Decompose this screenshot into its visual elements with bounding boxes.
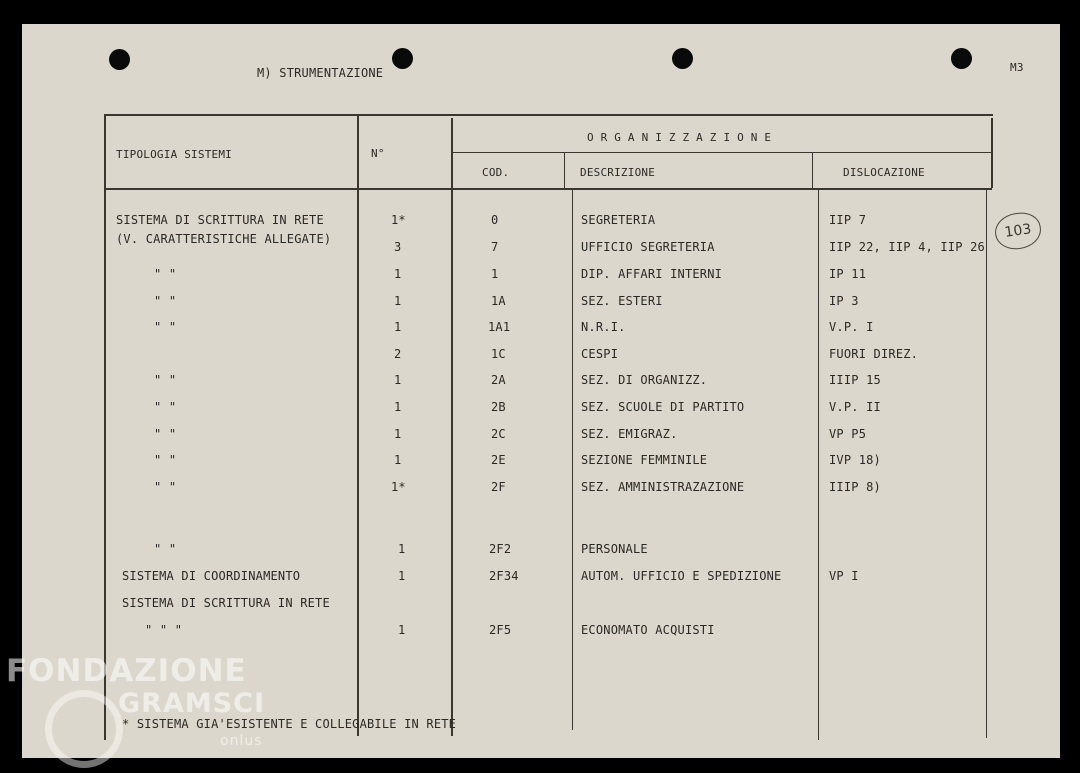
cell-dislocazione: FUORI DIREZ. — [829, 347, 919, 361]
cell-descrizione: UFFICIO SEGRETERIA — [581, 240, 715, 254]
cell-n: 1* — [391, 480, 406, 494]
column-divider-descrizione-body — [818, 190, 819, 740]
table-border-top — [104, 114, 993, 116]
cell-descrizione: SEZ. SCUOLE DI PARTITO — [581, 400, 745, 414]
table-border-left — [104, 114, 106, 740]
cell-descrizione: SEZ. EMIGRAZ. — [581, 427, 678, 441]
cell-cod: 2F — [491, 480, 506, 494]
page-code: M3 — [1010, 61, 1024, 74]
cell-descrizione: SEZIONE FEMMINILE — [581, 453, 708, 467]
header-divider-main — [105, 188, 992, 190]
cell-cod: 0 — [491, 213, 499, 227]
cell-dislocazione: V.P. I — [829, 320, 874, 334]
cell-n: 1 — [394, 267, 402, 281]
cell-cod: 1 — [491, 267, 499, 281]
cell-tipologia: (V. CARATTERISTICHE ALLEGATE) — [116, 232, 332, 246]
column-divider-cod-body — [572, 190, 573, 730]
header-divider-org — [451, 152, 992, 153]
cell-descrizione: N.R.I. — [581, 320, 626, 334]
cell-cod: 2F5 — [489, 623, 512, 637]
cell-tipologia: SISTEMA DI SCRITTURA IN RETE — [122, 596, 330, 610]
cell-tipologia: " " — [154, 373, 177, 387]
cell-n: 1 — [394, 373, 402, 387]
cell-tipologia: " " — [154, 427, 177, 441]
cell-dislocazione: IIIP 15 — [829, 373, 881, 387]
header-cod: COD. — [482, 166, 510, 179]
cell-descrizione: AUTOM. UFFICIO E SPEDIZIONE — [581, 569, 782, 583]
table-border-right — [991, 118, 993, 188]
cell-cod: 2F34 — [489, 569, 519, 583]
cell-tipologia: " " — [154, 294, 177, 308]
cell-n: 1 — [398, 542, 406, 556]
cell-dislocazione: IIP 7 — [829, 213, 867, 227]
cell-dislocazione: IVP 18) — [829, 453, 881, 467]
column-divider-n — [451, 118, 453, 736]
cell-n: 1 — [394, 427, 402, 441]
punch-hole — [951, 48, 972, 69]
cell-n: 1 — [394, 294, 402, 308]
cell-tipologia: " " — [154, 267, 177, 281]
header-dislocazione: DISLOCAZIONE — [843, 166, 925, 179]
cell-cod: 1A1 — [488, 320, 511, 334]
cell-descrizione: CESPI — [581, 347, 619, 361]
cell-tipologia: " " " — [145, 623, 183, 637]
cell-cod: 2A — [491, 373, 506, 387]
cell-tipologia: SISTEMA DI COORDINAMENTO — [122, 569, 301, 583]
table-border-right-body — [986, 190, 987, 738]
cell-descrizione: SEZ. DI ORGANIZZ. — [581, 373, 708, 387]
cell-n: 1 — [398, 569, 406, 583]
section-title: M) STRUMENTAZIONE — [257, 66, 384, 80]
cell-cod: 7 — [491, 240, 499, 254]
cell-cod: 2E — [491, 453, 506, 467]
cell-n: 1 — [394, 320, 402, 334]
cell-n: 1 — [398, 623, 406, 637]
cell-cod: 2F2 — [489, 542, 512, 556]
cell-tipologia: " " — [154, 320, 177, 334]
cell-descrizione: DIP. AFFARI INTERNI — [581, 267, 723, 281]
cell-dislocazione: V.P. II — [829, 400, 881, 414]
cell-n: 3 — [394, 240, 402, 254]
cell-dislocazione: IIIP 8) — [829, 480, 881, 494]
cell-cod: 2B — [491, 400, 506, 414]
cell-dislocazione: IP 11 — [829, 267, 867, 281]
cell-cod: 2C — [491, 427, 506, 441]
cell-tipologia: " " — [154, 400, 177, 414]
cell-tipologia: " " — [154, 542, 177, 556]
header-organizzazione: O R G A N I Z Z A Z I O N E — [587, 131, 772, 144]
cell-descrizione: ECONOMATO ACQUISTI — [581, 623, 715, 637]
cell-tipologia: " " — [154, 480, 177, 494]
cell-dislocazione: VP P5 — [829, 427, 867, 441]
punch-hole — [672, 48, 693, 69]
column-divider-descrizione — [812, 152, 813, 188]
punch-hole — [392, 48, 413, 69]
cell-descrizione: PERSONALE — [581, 542, 648, 556]
cell-dislocazione: IP 3 — [829, 294, 859, 308]
cell-dislocazione: VP I — [829, 569, 859, 583]
watermark-line2: GRAMSCI — [118, 688, 266, 719]
watermark-line3: onlus — [220, 733, 263, 749]
cell-descrizione: SEGRETERIA — [581, 213, 656, 227]
header-numero: N° — [371, 147, 385, 160]
cell-tipologia: SISTEMA DI SCRITTURA IN RETE — [116, 213, 324, 227]
footnote: * SISTEMA GIA'ESISTENTE E COLLEGABILE IN RETE — [122, 717, 457, 731]
cell-descrizione: SEZ. AMMINISTRAZAZIONE — [581, 480, 745, 494]
header-tipologia: TIPOLOGIA SISTEMI — [116, 148, 232, 161]
cell-n: 1 — [394, 453, 402, 467]
header-descrizione: DESCRIZIONE — [580, 166, 656, 179]
watermark-logo-ring — [45, 690, 123, 768]
cell-n: 1* — [391, 213, 406, 227]
punch-hole — [109, 49, 130, 70]
cell-n: 1 — [394, 400, 402, 414]
cell-dislocazione: IIP 22, IIP 4, IIP 26 — [829, 240, 985, 254]
cell-n: 2 — [394, 347, 402, 361]
cell-tipologia: " " — [154, 453, 177, 467]
column-divider-tipologia — [357, 114, 359, 736]
watermark-line1: FONDAZIONE — [6, 653, 247, 689]
column-divider-cod — [564, 152, 565, 188]
cell-descrizione: SEZ. ESTERI — [581, 294, 663, 308]
cell-cod: 1A — [491, 294, 506, 308]
handwritten-page-number: 103 — [993, 210, 1044, 252]
cell-cod: 1C — [491, 347, 506, 361]
document-page — [22, 24, 1060, 758]
